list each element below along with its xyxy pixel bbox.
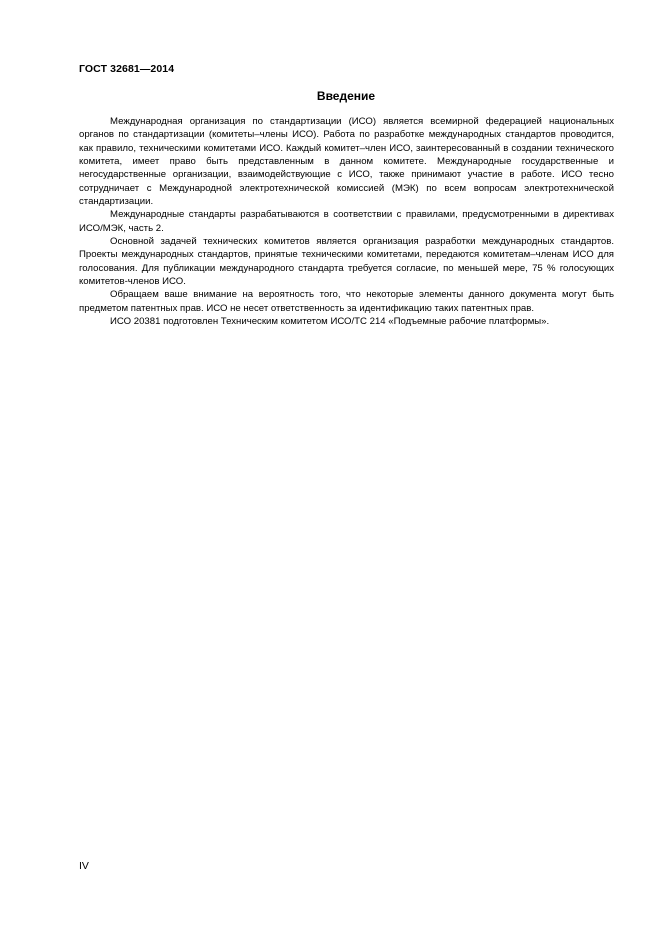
document-header-standard-number: ГОСТ 32681—2014 bbox=[79, 63, 175, 75]
section-title-introduction: Введение bbox=[316, 89, 376, 103]
page-number: IV bbox=[79, 860, 89, 872]
paragraph-patent-rights: Обращаем ваше внимание на вероятность того, что некоторые элементы данного документа могут быть предметом патентных прав. ИСО не несет ответственность за идентификацию таких патентных прав. bbox=[79, 289, 614, 314]
paragraph-iso-overview: Международная организация по стандартизации (ИСО) является всемирной федерацией национальных органов по стандартизации (комитеты–члены ИСО). Работа по разработке международных стандартов проводится, как правило, техническими комитетами ИСО. Каждый комитет–член ИСО, заинтересованный в создании технического комитета, имеет право быть представленным в данном комитете. Международные государственные и негосударственные организации, взаимодействующие с ИСО, также принимают участие в работе. ИСО тесно сотрудничает с Международной электротехнической комиссией (МЭК) по всем вопросам электротехнической стандартизации. bbox=[79, 116, 614, 208]
paragraph-technical-committees: Основной задачей технических комитетов является организация разработки международных стандартов. Проекты международных стандартов, принятые техническими комитетами, передаются комитетам–членам ИСО для голосования. Для публикации международного стандарта требуется согласие, по меньшей мере, 75 % голосующих комитетов-членов ИСО. bbox=[79, 236, 614, 288]
paragraph-iso-directives: Международные стандарты разрабатываются в соответствии с правилами, предусмотренными в директивах ИСО/МЭК, часть 2. bbox=[79, 209, 614, 234]
introduction-body bbox=[79, 115, 614, 329]
paragraph-iso-20381-origin: ИСО 20381 подготовлен Техническим комитетом ИСО/ТС 214 «Подъемные рабочие платформы». bbox=[110, 316, 550, 328]
